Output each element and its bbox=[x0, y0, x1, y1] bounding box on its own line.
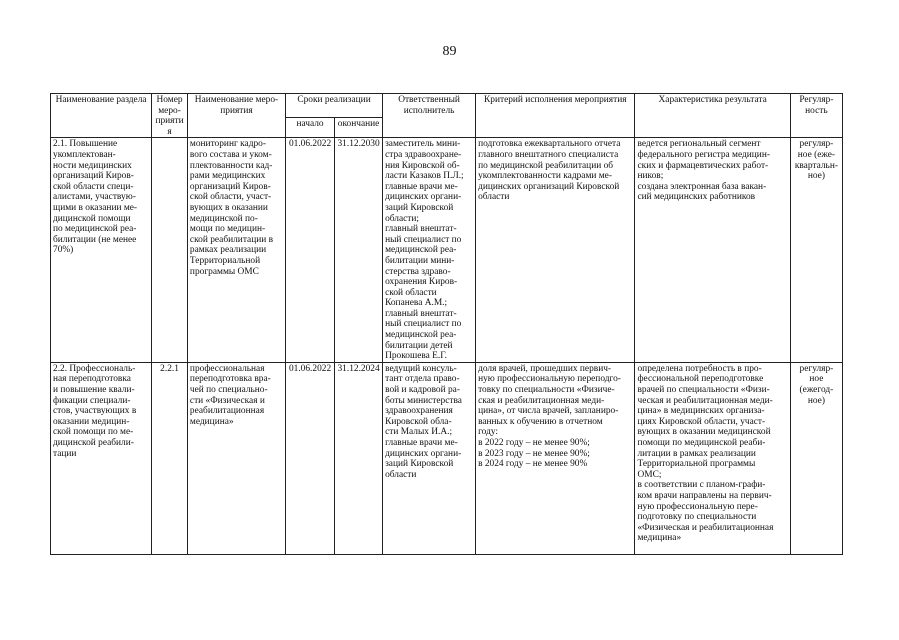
table-row bbox=[51, 138, 843, 362]
page-number: 89 bbox=[442, 44, 457, 59]
cell-criterion: доля врачей, прошедших первич- ную профессиональную переподго- товку по специальности «Физиче- ская и реабилитационная меди- цина», от числа врачей, запланиро- ванных к обучению в отчетном году: в 2022 году – не менее 90%; в 2023 году – не менее 90%; в 2024 году – не менее 90% bbox=[476, 362, 635, 554]
header-responsible: Ответственный исполнитель bbox=[383, 94, 476, 138]
cell-regularity: регуляр- ное (еже- квартальн- ное) bbox=[790, 138, 842, 362]
cell-end-date: 31.12.2030 bbox=[335, 138, 383, 362]
cell-section-name: 2.2. Профессиональ- ная переподготовка и повышение квали- фикации специали- стов, участвующих в оказании медицин- ской помощи по ме- дицинской реабили- тации bbox=[51, 362, 152, 554]
cell-section-name: 2.1. Повышение укомплектован- ности медицинских организаций Киров- ской области специ- алистами, участвую- щими в оказании ме- дицинской помощи по медицинской реа- билитации (не менее 70%) bbox=[51, 138, 152, 362]
header-regularity: Регуляр- ность bbox=[790, 94, 842, 138]
header-event-number: Номер меро- приятия bbox=[152, 94, 188, 138]
cell-event-number bbox=[152, 138, 188, 362]
activity-plan-table bbox=[50, 93, 843, 555]
header-start: начало bbox=[286, 118, 335, 138]
header-result: Характеристика результата bbox=[635, 94, 790, 138]
table-header-row bbox=[51, 94, 843, 118]
cell-event-number: 2.2.1 bbox=[152, 362, 188, 554]
header-end: окончание bbox=[335, 118, 383, 138]
cell-event-name: мониторинг кадро- вого состава и уком- плектованности кад- рами медицинских организаций Киров- ской области, участ- вующих в оказании медицинской по- мощи по медицин- ской реабилитации в рамках реализации Территориальной программы ОМС bbox=[187, 138, 285, 362]
header-criterion: Критерий исполнения мероприятия bbox=[476, 94, 635, 138]
cell-result: ведется региональный сегмент федерального регистра медицин- ских и фармацевтических работ- ников; создана электронная база вакан- сий медицинских работников bbox=[635, 138, 790, 362]
header-event-name: Наименование меро- приятия bbox=[187, 94, 285, 138]
cell-end-date: 31.12.2024 bbox=[335, 362, 383, 554]
cell-result: определена потребность в про- фессиональной переподготовке врачей по специальности «Физи- ческая и реабилитационная меди- цина» в медицинских организа- циях Кировской области, участ- вующих в оказании медицинской помощи по медицинской реаби- литации в рамках реализации Территориальной программы ОМС; в соответствии с планом-графи- ком врачи направлены на первич- ную профессиональную пере- подготовку по специальности «Физическая и реабилитационная медицина» bbox=[635, 362, 790, 554]
cell-regularity: регуляр- ное (ежегод- ное) bbox=[790, 362, 842, 554]
cell-criterion: подготовка ежеквартального отчета главного внештатного специалиста по медицинской реабилитации об укомплектованности кадрами ме- дицинских организаций Кировской области bbox=[476, 138, 635, 362]
cell-event-name: профессиональная переподготовка вра- чей по специально- сти «Физическая и реабилитационная медицина» bbox=[187, 362, 285, 554]
header-terms: Сроки реализации bbox=[286, 94, 383, 118]
cell-responsible: ведущий консуль- тант отдела право- вой и кадровой ра- боты министерства здравоохранения Кировской обла- сти Малых И.А.; главные врачи ме- дицинских органи- заций Кировской области bbox=[383, 362, 476, 554]
cell-start-date: 01.06.2022 bbox=[286, 362, 335, 554]
table-row bbox=[51, 362, 843, 554]
cell-start-date: 01.06.2022 bbox=[286, 138, 335, 362]
header-section-name: Наименование раздела bbox=[51, 94, 152, 138]
cell-responsible: заместитель мини- стра здравоохране- ния Кировской об- ласти Казаков П.Л.; главные врачи ме- дицинских органи- заций Кировской области; главный внештат- ный специалист по медицинской реа- билитации мини- стерства здраво- охранения Киров- ской области Копанева А.М.; главный внештат- ный специалист по медицинской реа- билитации детей Прокошева Е.Г. bbox=[383, 138, 476, 362]
